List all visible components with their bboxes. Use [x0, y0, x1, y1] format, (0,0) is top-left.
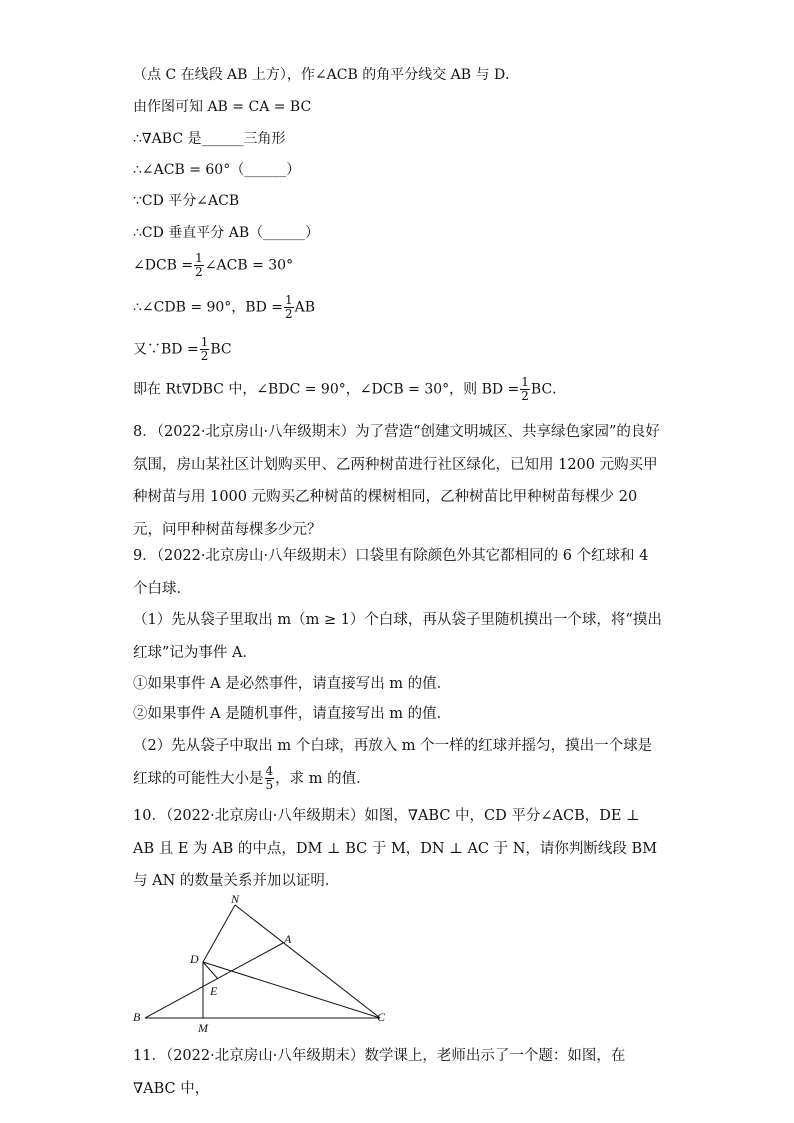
- equation-part: BC: [210, 341, 232, 358]
- fraction-numerator: 1: [200, 335, 209, 349]
- text-line: 由作图可知 AB = CA = BC: [133, 99, 312, 115]
- question-8: 8．（2022·北京房山·八年级期末）为了营造“创建文明城区、共享绿色家园”的良好氛围，房山某社区计划购买甲、乙两种树苗进行社区绿化，已知用 1200 元购买甲种树苗与用 1000 元购买乙种树苗的棵树相同，乙种树苗比甲种树苗每棵少 20 元，问甲种树苗每棵多少元？: [133, 424, 660, 538]
- question-9-part-1: （1）先从袋子里取出 m（m ≥ 1）个白球，再从袋子里随机摸出一个球，将“摸出红球”记为事件 A．: [133, 612, 662, 661]
- question-10: 10．（2022·北京房山·八年级期末）如图，∇ABC 中，CD 平分∠ACB，DE ⊥ AB 且 E 为 AB 的中点，DM ⊥ BC 于 M，DN ⊥ AC 于 N，请你判断线段 BM 与 AN 的数量关系并加以证明．: [133, 808, 658, 889]
- fraction-numerator: 1: [195, 251, 203, 265]
- fraction-numerator: 4: [265, 764, 274, 778]
- text-line: [133, 294, 315, 321]
- triangle-diagram: [130, 892, 400, 1037]
- fraction: [284, 294, 294, 321]
- question-9-intro: 9．（2022·北京房山·八年级期末）口袋里有除颜色外其它都相同的 6 个红球和 4 个白球．: [133, 548, 649, 597]
- label-E: E: [210, 984, 218, 998]
- equation-part: ∴∠CDB = 90°，BD =: [133, 299, 284, 316]
- fraction-denominator: 2: [521, 389, 529, 403]
- question-11: 11．（2022·北京房山·八年级期末）数学课上，老师出示了一个题：如图，在∇ABC 中，: [133, 1048, 626, 1097]
- text-line: ∴CD 垂直平分 AB（______）: [133, 225, 320, 241]
- equation-part: 又∵BD =: [133, 341, 199, 358]
- fraction: [520, 376, 530, 403]
- equation-part: 即在 Rt∇DBC 中，∠BDC = 90°，∠DCB = 30°，则 BD =: [133, 381, 520, 398]
- text-line: [133, 252, 293, 279]
- segment-ND: [203, 905, 235, 962]
- equation-part: ∠ACB = 30°: [204, 257, 294, 274]
- label-C: C: [377, 1010, 386, 1024]
- segment-DC: [203, 962, 380, 1018]
- label-M: M: [198, 1021, 208, 1035]
- label-B: B: [133, 1010, 141, 1024]
- text-line: ∴∠ACB = 60°（______）: [133, 162, 301, 178]
- question-text: （2）先从袋子中取出 m 个白球，再放入 m 个一样的红球并摇匀，摸出一个球是红球的可能性大小是: [133, 738, 653, 787]
- segment-NC: [235, 905, 380, 1018]
- label-A: A: [284, 932, 292, 946]
- fraction: [265, 765, 275, 792]
- fraction-denominator: 5: [265, 778, 274, 792]
- text-line: ∵CD 平分∠ACB: [133, 193, 240, 209]
- fraction-denominator: 2: [200, 349, 209, 363]
- fraction-numerator: 1: [521, 375, 529, 389]
- fraction: [194, 252, 204, 279]
- fraction-numerator: 1: [285, 293, 293, 307]
- question-9-part-2: [133, 730, 665, 795]
- question-9-part-1b: ②如果事件 A 是随机事件，请直接写出 m 的值．: [133, 706, 452, 722]
- text-line: [133, 376, 566, 403]
- equation-part: BC．: [530, 381, 567, 398]
- label-N: N: [231, 892, 240, 906]
- fraction: [200, 336, 210, 363]
- fraction-denominator: 2: [195, 265, 203, 279]
- equation-part: ∠DCB =: [133, 257, 194, 274]
- question-text: ，求 m 的值．: [275, 770, 371, 787]
- label-D: D: [190, 952, 199, 966]
- fraction-denominator: 2: [285, 307, 293, 321]
- equation-part: AB: [294, 299, 316, 316]
- geometry-figure: [130, 892, 400, 1041]
- text-line: ∴∇ABC 是______三角形: [133, 131, 286, 147]
- question-9-part-1a: ①如果事件 A 是必然事件，请直接写出 m 的值．: [133, 676, 452, 692]
- text-line: （点 C 在线段 AB 上方），作∠ACB 的角平分线交 AB 与 D．: [133, 67, 520, 83]
- text-line: [133, 336, 232, 363]
